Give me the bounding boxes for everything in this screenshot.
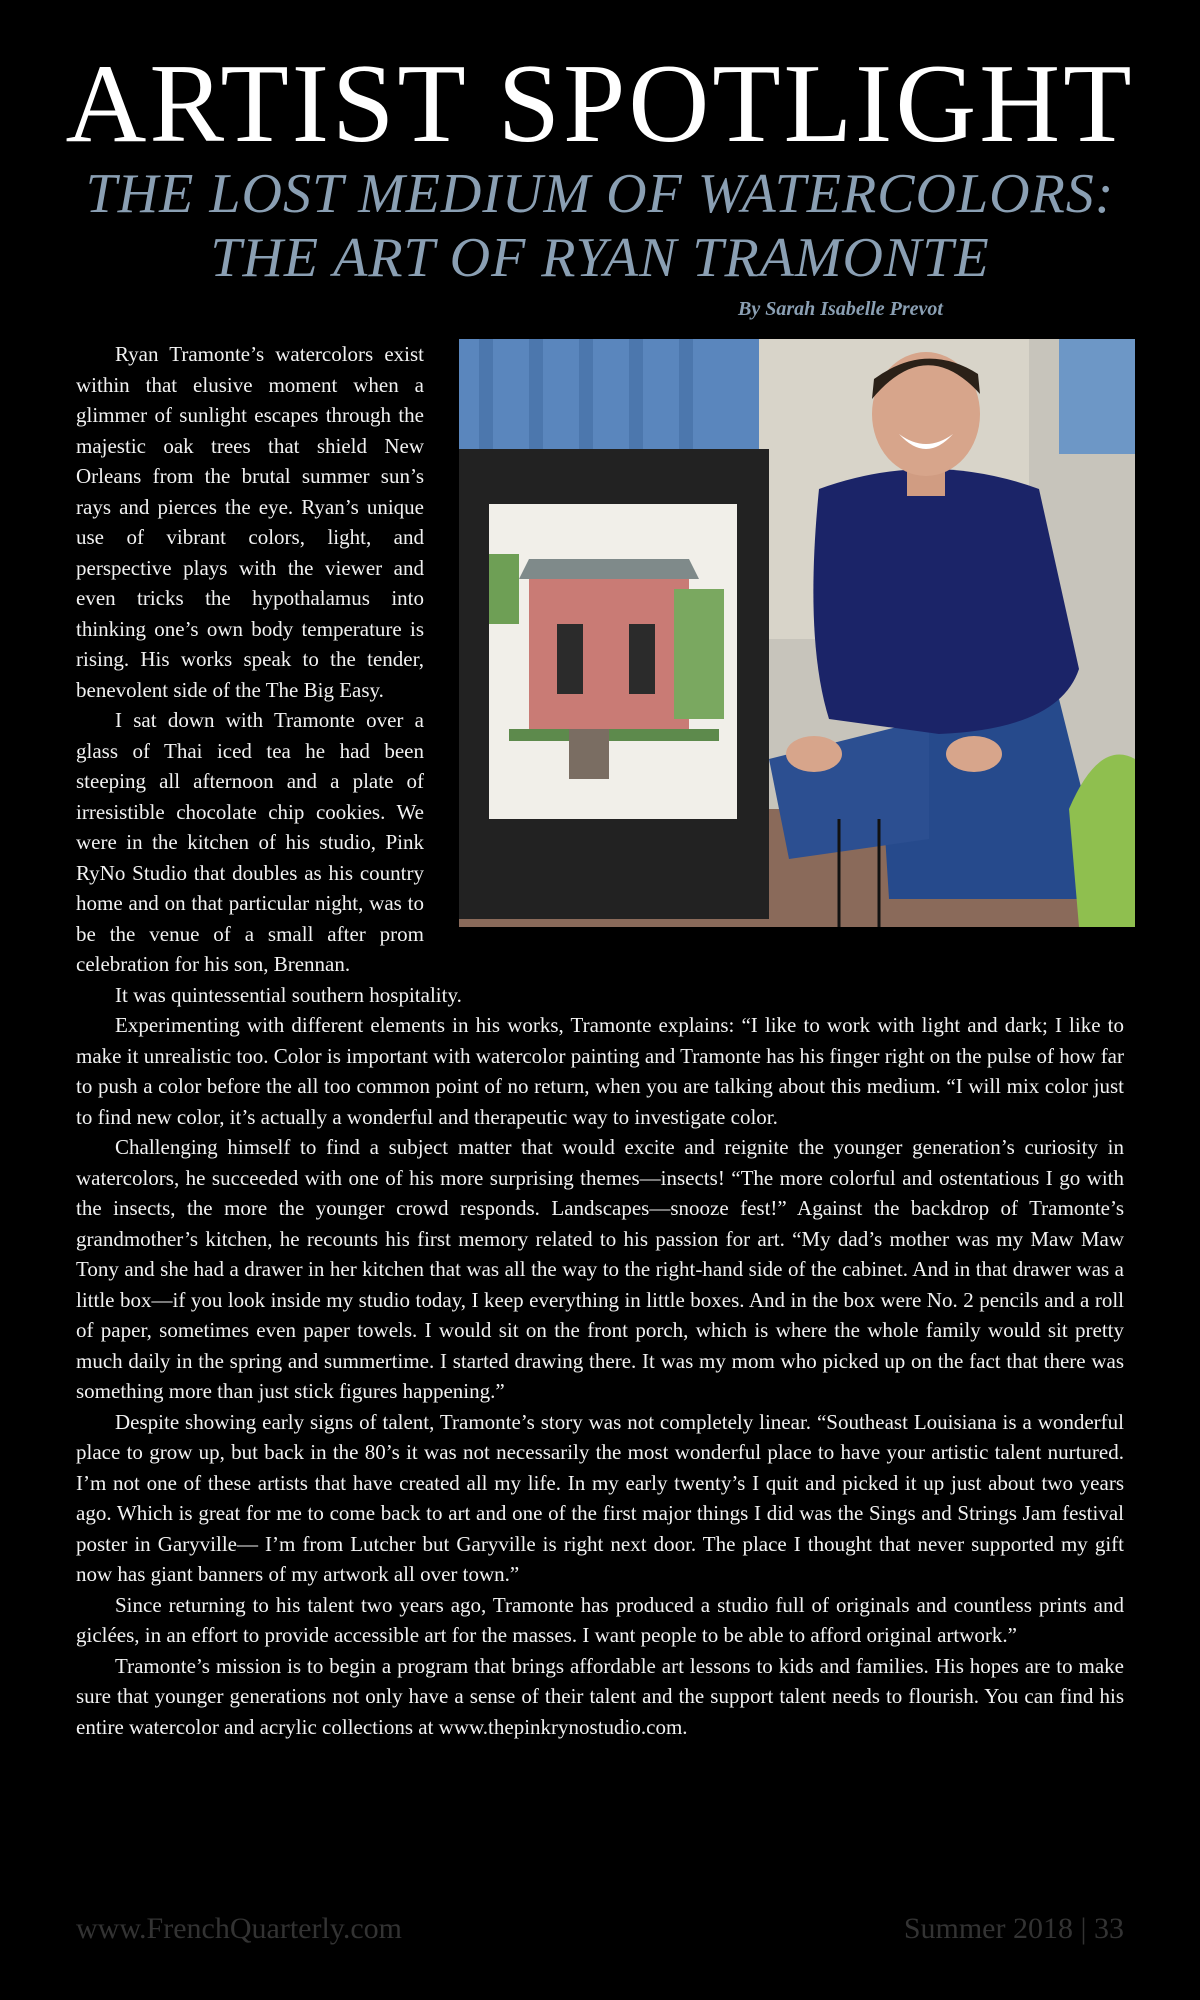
paragraph-5: Challenging himself to find a subject matter that would excite and reignite the younger generation’s curiosity in watercolors, he succeeded with one of his more surprising themes—insects! “The more colorful and ostentatious I go with the insects, the more the younger crowd responds. Landscapes—snooze fest!” Against the backdrop of Tramonte’s grandmother’s kitchen, he recounts his first memory related to his passion for art. “My dad’s mother was my Maw Maw Tony and she had a drawer in her kitchen that was all the way to the right-hand side of the cabinet. And in that drawer was a little box—if you look inside my studio today, I keep everything in little boxes. And in the box were No. 2 pencils and a roll of paper, sometimes even paper towels. I would sit on the front porch, which is where the whole family would sit pretty much daily in the spring and summertime. I started drawing there. It was my mom who picked up on the fact that there was something more than just stick figures happening.” [76,1135,1124,1403]
footer-issue-label: Summer 2018 [903,1912,1073,1945]
artist-photo-illustration [459,339,1135,927]
footer-issue [904,1912,1124,1946]
paragraph-1: Ryan Tramonte’s watercolors exist within that elusive moment when a glimmer of sunlight escapes through the majestic oak trees that shield New Orleans from the brutal summer sun’s rays and pierces the eye. Ryan’s unique use of vibrant colors, light, and perspective plays with the viewer and even tricks the hypothalamus into thinking one’s own body temperature is rising. His works speak to the tender, benevolent side of the The Big Easy. [76,342,424,702]
footer-website: www.FrenchQuarterly.com [76,1912,403,1945]
footer-separator: | [1080,1912,1087,1945]
byline: By Sarah Isabelle Prevot [738,298,943,320]
subtitle-line-1: THE LOST MEDIUM OF WATERCOLORS: [85,163,1115,225]
page-title: ARTIST SPOTLIGHT [65,42,1135,166]
article-subtitle [0,162,1200,290]
paragraph-6: Despite showing early signs of talent, Tramonte’s story was not completely linear. “Southeast Louisiana is a wonderful place to grow up, but back in the 80’s it was not necessarily the most wonderful place to have your artistic talent nurtured. I’m not one of these artists that have created all my life. In my early twenty’s I quit and picked it up just about two years ago. Which is great for me to come back to art and one of the first major things I did was the Sings and Strings Jam festival poster in Garyville— I’m from Lutcher but Garyville is right next door. The place I thought that never supported my gift now has giant banners of my artwork all over town.” [76,1409,1124,1586]
paragraph-7: Since returning to his talent two years ago, Tramonte has produced a studio full of originals and countless prints and giclées, in an effort to provide accessible art for the masses. I want people to be able to afford original artwork.” [76,1592,1124,1647]
paragraph-8: Tramonte’s mission is to begin a program that brings affordable art lessons to kids and families. His hopes are to make sure that younger generations not only have a sense of their talent and the support talent needs to flourish. You can find his entire watercolor and acrylic collections at www.thepinkrynostudio.com. [76,1653,1124,1739]
paragraph-4: Experimenting with different elements in his works, Tramonte explains: “I like to work with light and dark; I like to make it unrealistic too. Color is important with watercolor painting and Tramonte has his finger right on the pulse of how far to push a color before the all too common point of no return, when you are talking about this medium. “I will mix color just to find new color, it’s actually a wonderful and therapeutic way to investigate color. [76,1013,1124,1129]
artist-photo [459,339,1135,927]
paragraph-2: I sat down with Tramonte over a glass of Thai iced tea he had been steeping all afternoon and a plate of irresistible chocolate chip cookies. We were in the kitchen of his studio, Pink RyNo Studio that doubles as his country home and on that particular night, was to be the venue of a small after prom celebration for his son, Brennan. [76,708,424,976]
page-number: 33 [1094,1912,1124,1945]
paragraph-3: It was quintessential southern hospitality. [115,982,462,1007]
subtitle-line-2: THE ART OF RYAN TRAMONTE [210,227,990,289]
page-footer [76,1912,1124,1948]
